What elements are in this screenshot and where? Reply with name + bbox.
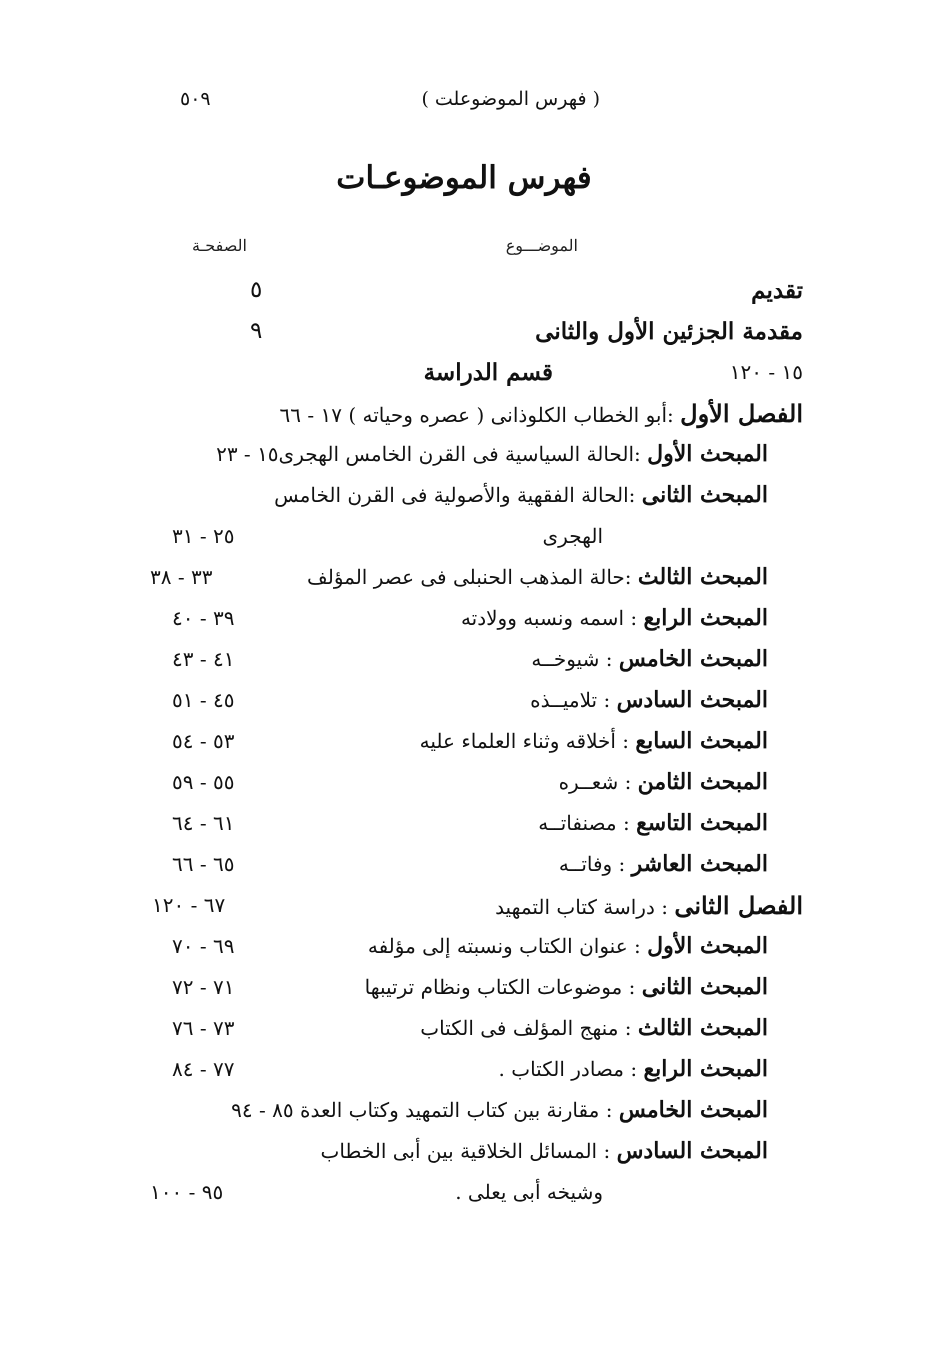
toc-entry-pages: ٣٩ - ٤٠: [172, 606, 235, 630]
toc-entry-text: قسم الدراسة: [423, 359, 553, 386]
toc-entry-text: : اسمه ونسبه وولادته: [460, 606, 638, 630]
toc-entry-text: : منهج المؤلف فى الكتاب: [420, 1016, 632, 1040]
toc-entry-label: المبحث السابع: [635, 728, 768, 754]
toc-entry-continuation: [150, 1172, 803, 1213]
toc-entry-chapter-1: [150, 393, 803, 434]
toc-entry-label: المبحث السادس: [616, 687, 768, 713]
toc-entry-pages: ٩: [250, 318, 263, 344]
toc-entry-section: [150, 803, 803, 844]
toc-entry-section: [150, 967, 803, 1008]
toc-entry-pages: ٢٥ - ٣١: [172, 524, 235, 548]
toc-entry-section: [150, 557, 803, 598]
toc-entry-section: [150, 844, 803, 885]
toc-entry-pages: ٤١ - ٤٣: [172, 647, 235, 671]
toc-entry-text: : مصنفاتــه: [538, 811, 630, 835]
toc-entry-section: [150, 475, 803, 516]
toc-entry-label: المبحث الخامس: [618, 1097, 768, 1123]
toc-entry-preface: [150, 311, 803, 352]
toc-entry-text: : شعــره: [558, 770, 632, 794]
toc-entry-text: :حالة المذهب الحنبلى فى عصر المؤلف: [307, 565, 632, 589]
toc-entry-pages: ٧٣ - ٧٦: [172, 1016, 235, 1040]
toc-entry-intro: [150, 270, 803, 311]
toc-entry-label: مقدمة الجزئين الأول والثانى: [535, 318, 803, 345]
toc-entry-pages: ٥٣ - ٥٤: [172, 729, 235, 753]
toc-entry-text: : المسائل الخلاقية بين أبى الخطاب: [320, 1139, 611, 1163]
toc-entry-pages: ٣٣ - ٣٨: [150, 565, 213, 589]
toc-entry-pages: ٥: [250, 277, 263, 303]
toc-entry-section: [150, 926, 803, 967]
toc-entry-text: : شيوخــه: [531, 647, 613, 671]
toc-entry-text: :الحالة الفقهية والأصولية فى القرن الخامس: [274, 483, 636, 507]
toc-entry-label: المبحث الخامس: [618, 646, 768, 672]
toc-entry-text: : تلاميــذه: [530, 688, 611, 712]
toc-entry-label: الفصل الثانى: [674, 891, 803, 920]
toc-entry-text: وشيخه أبى يعلى .: [455, 1180, 603, 1204]
toc-entry-text: : عنوان الكتاب ونسبته إلى مؤلفه: [367, 934, 641, 958]
toc-entry-continuation: [150, 516, 803, 557]
toc-entry-label: المبحث الأول: [647, 933, 768, 959]
toc-entry-text: :الحالة السياسية فى القرن الخامس الهجرى١٥ - ٢٣: [216, 442, 641, 466]
toc-entry-text: الهجرى: [542, 524, 603, 548]
toc-entry-label: المبحث الثالث: [637, 564, 768, 590]
toc-entry-pages: ٦٧ - ١٢٠: [152, 893, 226, 917]
toc-entry-pages: ١٥ - ١٢٠: [729, 360, 803, 384]
toc-entry-pages: ٦٥ - ٦٦: [172, 852, 235, 876]
toc-entry-section: [150, 1008, 803, 1049]
toc-entry-section: [150, 762, 803, 803]
toc-entry-pages: ٥٥ - ٥٩: [172, 770, 235, 794]
toc-entry-label: الفصل الأول: [680, 399, 803, 428]
toc-entry-label: المبحث الثانى: [641, 482, 768, 508]
page-number: ٥٠٩: [180, 88, 211, 110]
toc-entry-label: المبحث الرابع: [643, 605, 768, 631]
toc-entry-label: المبحث الأول: [647, 441, 768, 467]
running-title: ( فهرس الموضوعلت ): [421, 88, 600, 110]
running-header: [180, 88, 600, 110]
toc-entry-study-section: [150, 352, 803, 393]
toc-entry-label: المبحث العاشر: [631, 851, 768, 877]
toc-entry-label: المبحث الثانى: [641, 974, 768, 1000]
toc-entry-text: : مصادر الكتاب .: [498, 1057, 638, 1081]
page-title: فهرس الموضوعـات: [336, 160, 592, 196]
toc-entry-text: : مقارنة بين كتاب التمهيد وكتاب العدة ٨٥ - ٩٤: [231, 1098, 613, 1122]
column-header-page: الصفحـة: [192, 236, 247, 255]
toc-entry-section: [150, 1090, 803, 1131]
toc-entry-pages: ٦٩ - ٧٠: [172, 934, 235, 958]
toc-entry-pages: ٤٥ - ٥١: [172, 688, 235, 712]
table-of-contents: [150, 270, 803, 1213]
toc-entry-chapter-2: [150, 885, 803, 926]
toc-entry-pages: ٧٧ - ٨٤: [172, 1057, 235, 1081]
toc-entry-label: المبحث السادس: [616, 1138, 768, 1164]
toc-entry-section: [150, 680, 803, 721]
toc-entry-section: [150, 1131, 803, 1172]
toc-entry-section: [150, 598, 803, 639]
column-header-topic: الموضـــوع: [505, 236, 578, 255]
toc-entry-label: المبحث الرابع: [643, 1056, 768, 1082]
toc-entry-label: المبحث التاسع: [636, 810, 768, 836]
toc-entry-pages: ٩٥ - ١٠٠: [150, 1180, 224, 1204]
toc-entry-text: : أخلاقه وثناء العلماء عليه: [419, 729, 630, 753]
toc-entry-label: تقديم: [751, 277, 803, 304]
toc-entry-text: : دراسة كتاب التمهيد: [495, 895, 668, 919]
toc-entry-section: [150, 1049, 803, 1090]
toc-entry-section: [150, 639, 803, 680]
toc-entry-pages: ٦١ - ٦٤: [172, 811, 235, 835]
toc-entry-section: [150, 434, 803, 475]
toc-entry-pages: ٧١ - ٧٢: [172, 975, 235, 999]
toc-entry-label: المبحث الثالث: [637, 1015, 768, 1041]
toc-entry-text: : موضوعات الكتاب ونظام ترتيبها: [364, 975, 636, 999]
toc-entry-text: : وفاتــه: [558, 852, 626, 876]
toc-entry-label: المبحث الثامن: [637, 769, 768, 795]
toc-entry-text: :أبو الخطاب الكلوذانى ( عصره وحياته ) ١٧ - ٦٦: [279, 403, 674, 427]
toc-entry-section: [150, 721, 803, 762]
